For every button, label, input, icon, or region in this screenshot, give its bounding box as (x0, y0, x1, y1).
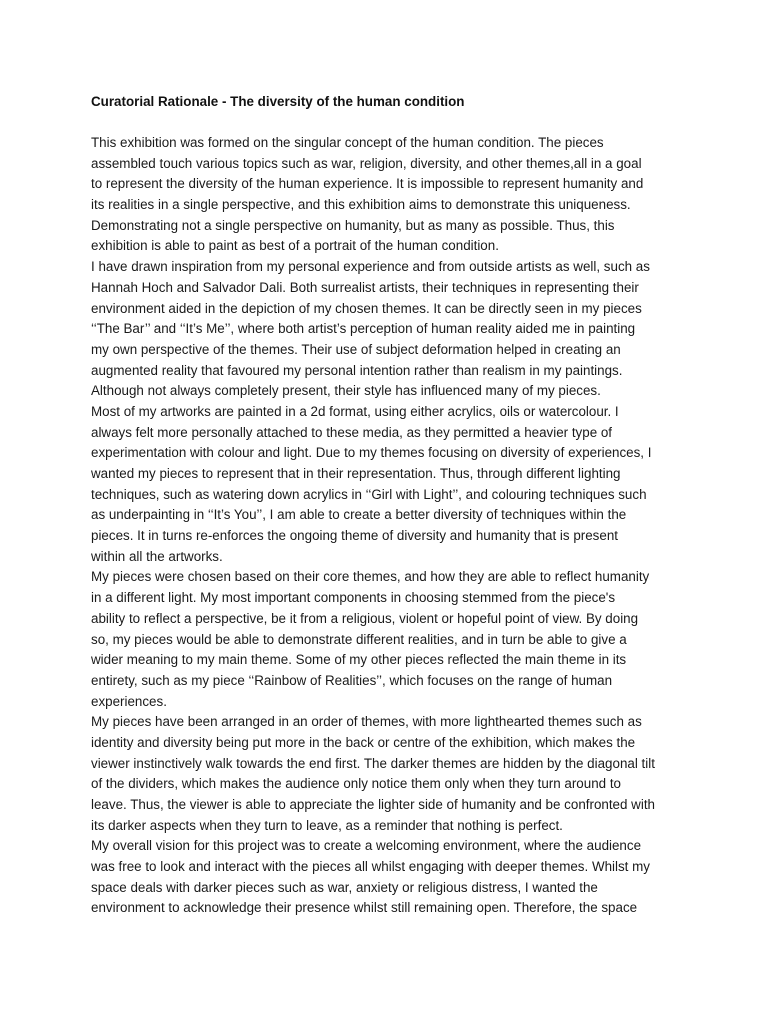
body-text-line: viewer instinctively walk towards the end first. The darker themes are hidden by the diagonal tilt (91, 755, 655, 771)
body-text-line: experimentation with colour and light. Due to my themes focusing on diversity of experiences, I (91, 445, 652, 461)
body-text-line: environment to acknowledge their presence whilst still remaining open. Therefore, the space (91, 900, 638, 916)
body-text-line: wanted my pieces to represent that in their representation. Thus, through different lighting (91, 466, 621, 481)
body-text-line: My pieces have been arranged in an order of themes, with more lighthearted themes such as (91, 714, 642, 730)
body-text-line: leave. Thus, the viewer is able to appreciate the lighter side of humanity and be confronted with (91, 797, 655, 812)
body-text-line: was free to look and interact with the pieces all whilst engaging with deeper themes. Whilst my (91, 859, 650, 875)
body-text-line: exhibition is able to paint as best of a portrait of the human condition. (91, 238, 499, 254)
body-text-line: Demonstrating not a single perspective on humanity, but as many as possible. Thus, this (91, 217, 615, 233)
body-text-line: pieces. It in turns re-enforces the ongoing theme of diversity and humanity that is present (91, 528, 618, 544)
document-body (91, 133, 691, 919)
body-text-line: of the dividers, which makes the audience only notice them only when they turn around to (91, 776, 621, 792)
body-text-line: Most of my artworks are painted in a 2d format, using either acrylics, oils or watercolour. I (91, 403, 619, 419)
body-text-line: My overall vision for this project was to create a welcoming environment, where the audience (91, 838, 642, 854)
body-text-line: augmented reality that favoured my personal intention rather than realism in my paintings. (91, 362, 623, 378)
body-text-line: as underpainting in ‘‘It’s You’’, I am able to create a better diversity of techniques within the (91, 507, 627, 523)
body-text-line: environment aided in the depiction of my chosen themes. It can be directly seen in my pieces (91, 300, 642, 316)
body-text-line: ability to reflect a perspective, be it from a religious, violent or hopeful point of view. By doing (91, 610, 639, 626)
body-text-line: so, my pieces would be able to demonstrate different realities, and in turn be able to give a (91, 631, 627, 647)
body-text-line: in a different light. My most important components in choosing stemmed from the piece's (91, 590, 616, 606)
body-text-line: my own perspective of the themes. Their use of subject deformation helped in creating an (91, 341, 621, 357)
body-text-line: wider meaning to my main theme. Some of my other pieces reflected the main theme in its (91, 652, 627, 668)
body-text-line: identity and diversity being put more in the back or centre of the exhibition, which makes the (91, 734, 636, 750)
body-text-line: within all the artworks. (91, 548, 223, 564)
body-text-line: its darker aspects when they turn to leave, as a reminder that nothing is perfect. (91, 817, 563, 833)
body-text-line: My pieces were chosen based on their core themes, and how they are able to reflect humanity (91, 569, 650, 585)
body-text-line: assembled touch various topics such as war, religion, diversity, and other themes,all in a goal (91, 155, 642, 171)
document-title: Curatorial Rationale - The diversity of the human condition (91, 94, 465, 109)
body-text-line: space deals with darker pieces such as war, anxiety or religious distress, I wanted the (91, 879, 598, 895)
body-text-line: experiences. (91, 693, 167, 709)
body-text-line: Although not always completely present, their style has influenced many of my pieces. (91, 383, 601, 399)
body-text-line: its realities in a single perspective, and this exhibition aims to demonstrate this uniqueness. (91, 197, 631, 213)
body-text-line: ‘‘The Bar’’ and ‘‘It’s Me’’, where both artist’s perception of human reality aided me in painting (91, 321, 636, 337)
body-text-line: entirety, such as my piece ‘‘Rainbow of Realities’’, which focuses on the range of human (91, 672, 613, 688)
body-text-line: This exhibition was formed on the singular concept of the human condition. The pieces (91, 135, 604, 150)
body-text-line: I have drawn inspiration from my personal experience and from outside artists as well, such as (91, 259, 650, 275)
body-text-line: Hannah Hoch and Salvador Dali. Both surrealist artists, their techniques in representing their (91, 279, 639, 295)
body-text-line: techniques, such as watering down acrylics in ‘‘Girl with Light’’, and colouring techniques such (91, 486, 647, 502)
body-text-line: to represent the diversity of the human experience. It is impossible to represent humanity and (91, 176, 644, 192)
body-text-line: always felt more personally attached to these media, as they permitted a heavier type of (91, 424, 613, 440)
